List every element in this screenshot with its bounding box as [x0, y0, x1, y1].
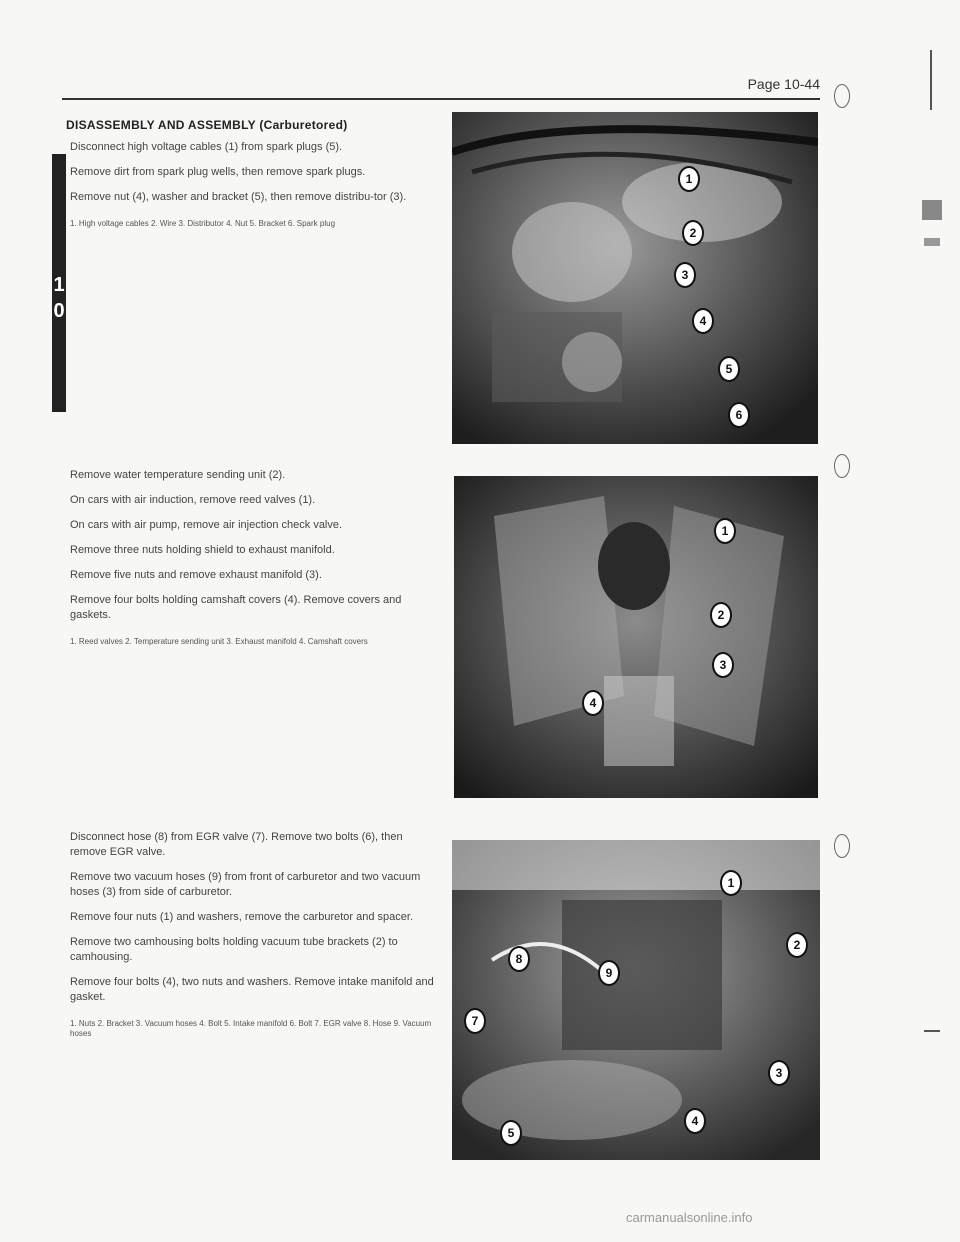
- callout-marker: 4: [582, 690, 604, 716]
- callout-marker: 1: [720, 870, 742, 896]
- instruction-block-2: [70, 468, 440, 647]
- instruction-step: Disconnect high voltage cables (1) from spark plugs (5).: [70, 141, 343, 153]
- page-number: Page 10-44: [747, 76, 820, 92]
- callout-marker: 9: [598, 960, 620, 986]
- callout-marker: 3: [674, 262, 696, 288]
- binder-hole: [834, 834, 850, 858]
- engine-photo-1: [452, 112, 818, 444]
- instruction-step: Remove two camhousing bolts holding vacuum tube brackets (2) to camhousing.: [70, 936, 398, 963]
- instruction-step: Remove three nuts holding shield to exhaust manifold.: [70, 544, 335, 556]
- engine-photo-2-art: [454, 476, 818, 798]
- callout-marker: 7: [464, 1008, 486, 1034]
- binder-hole: [834, 84, 850, 108]
- instruction-step: Remove dirt from spark plug wells, then remove spark plugs.: [70, 166, 366, 178]
- callout-marker: 3: [768, 1060, 790, 1086]
- chapter-digit: 0: [53, 300, 65, 322]
- callout-marker: 2: [682, 220, 704, 246]
- callout-marker: 8: [508, 946, 530, 972]
- instruction-block-3: [70, 830, 440, 1039]
- instruction-step: On cars with air induction, remove reed valves (1).: [70, 494, 316, 506]
- figure-caption: 1. Nuts 2. Bracket 3. Vacuum hoses 4. Bolt 5. Intake manifold 6. Bolt 7. EGR valve 8. Hose 9. Vacuum hoses: [70, 1019, 432, 1038]
- callout-marker: 4: [692, 308, 714, 334]
- scan-edge-mark: [930, 50, 932, 110]
- callout-marker: 1: [714, 518, 736, 544]
- callout-marker: 4: [684, 1108, 706, 1134]
- callout-marker: 6: [728, 402, 750, 428]
- engine-photo-1-art: [452, 112, 818, 444]
- engine-photo-3-art: [452, 840, 820, 1160]
- instruction-step: Remove four bolts holding camshaft covers (4). Remove covers and gaskets.: [70, 594, 402, 621]
- callout-marker: 2: [710, 602, 732, 628]
- instruction-step: On cars with air pump, remove air injection check valve.: [70, 519, 343, 531]
- instruction-step: Remove nut (4), washer and bracket (5), then remove distribu-tor (3).: [70, 191, 407, 203]
- binder-hole: [834, 454, 850, 478]
- callout-marker: 2: [786, 932, 808, 958]
- instruction-step: Remove five nuts and remove exhaust manifold (3).: [70, 569, 322, 581]
- callout-marker: 5: [718, 356, 740, 382]
- engine-photo-3: [452, 840, 820, 1160]
- scan-edge-mark: [922, 200, 942, 220]
- section-title: DISASSEMBLY AND ASSEMBLY (Carburetored): [66, 118, 348, 132]
- figure-caption: 1. High voltage cables 2. Wire 3. Distributor 4. Nut 5. Bracket 6. Spark plug: [70, 219, 336, 228]
- page-header: [62, 76, 820, 100]
- instruction-block-1: [70, 140, 440, 229]
- instruction-step: Disconnect hose (8) from EGR valve (7). Remove two bolts (6), then remove EGR valve.: [70, 831, 403, 858]
- instruction-step: Remove two vacuum hoses (9) from front of carburetor and two vacuum hoses (3) from side of carburetor.: [70, 871, 421, 898]
- chapter-digit: 1: [53, 274, 65, 296]
- callout-marker: 1: [678, 166, 700, 192]
- instruction-step: Remove four nuts (1) and washers, remove the carburetor and spacer.: [70, 911, 414, 923]
- callout-marker: 3: [712, 652, 734, 678]
- instruction-step: Remove water temperature sending unit (2).: [70, 469, 286, 481]
- chapter-tab: [52, 154, 66, 412]
- scan-edge-mark: [924, 1030, 940, 1032]
- figure-caption: 1. Reed valves 2. Temperature sending unit 3. Exhaust manifold 4. Camshaft covers: [70, 637, 368, 646]
- watermark: carmanualsonline.info: [626, 1210, 753, 1225]
- engine-photo-2: [454, 476, 818, 798]
- callout-marker: 5: [500, 1120, 522, 1146]
- scan-edge-mark: [924, 238, 940, 246]
- instruction-step: Remove four bolts (4), two nuts and washers. Remove intake manifold and gasket.: [70, 976, 434, 1003]
